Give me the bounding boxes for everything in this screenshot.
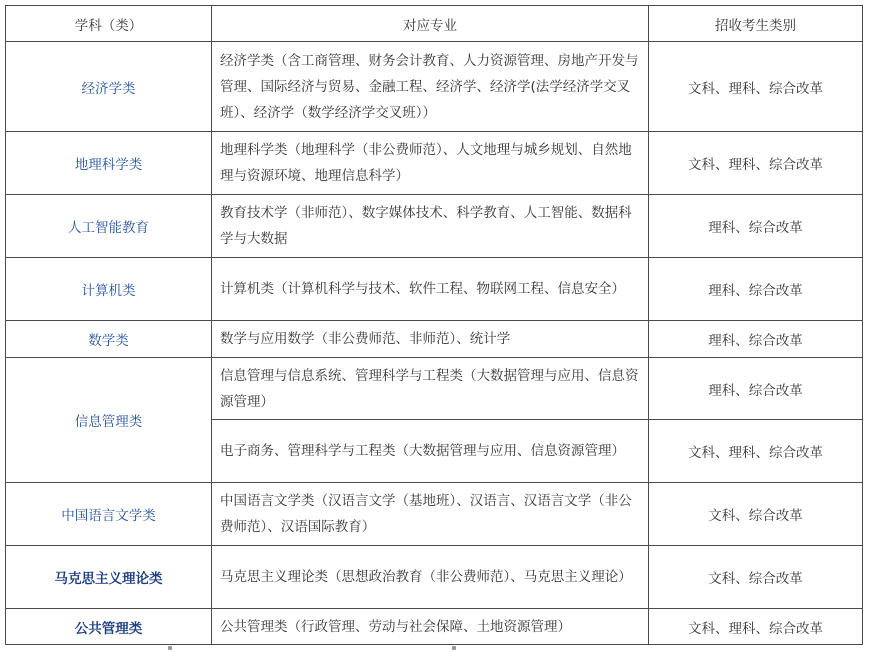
table-row [6,258,863,321]
category-cell: 信息管理类 [6,358,212,483]
table-row [6,321,863,358]
type-cell: 文科、综合改革 [649,483,863,546]
category-cell: 马克思主义理论类 [6,546,212,609]
table-row [6,609,863,645]
type-cell: 理科、综合改革 [649,321,863,358]
type-cell: 文科、综合改革 [649,546,863,609]
major-table [5,5,863,645]
major-cell: 地理科学类（地理科学（非公费师范）、人文地理与城乡规划、自然地理与资源环境、地理信息科学） [212,132,649,195]
table-row [6,132,863,195]
type-cell: 文科、理科、综合改革 [649,42,863,132]
type-cell: 文科、理科、综合改革 [649,420,863,483]
major-cell: 马克思主义理论类（思想政治教育（非公费师范）、马克思主义理论） [212,546,649,609]
category-cell: 公共管理类 [6,609,212,645]
major-cell: 教育技术学（非师范）、数字媒体技术、科学教育、人工智能、数据科学与大数据 [212,195,649,258]
category-cell: 人工智能教育 [6,195,212,258]
type-cell: 理科、综合改革 [649,358,863,420]
category-cell: 数学类 [6,321,212,358]
header-category: 学科（类） [6,6,212,42]
table-row [6,546,863,609]
category-cell: 计算机类 [6,258,212,321]
major-cell: 数学与应用数学（非公费师范、非师范）、统计学 [212,321,649,358]
table-row [6,42,863,132]
major-cell: 公共管理类（行政管理、劳动与社会保障、土地资源管理） [212,609,649,645]
major-cell: 电子商务、管理科学与工程类（大数据管理与应用、信息资源管理） [212,420,649,483]
header-row [6,6,863,42]
table-row [6,483,863,546]
major-cell: 中国语言文学类（汉语言文学（基地班）、汉语言、汉语言文学（非公费师范）、汉语国际教育） [212,483,649,546]
type-cell: 理科、综合改革 [649,195,863,258]
cut-off-text-fragment [160,646,460,652]
header-type: 招收考生类别 [649,6,863,42]
category-cell: 地理科学类 [6,132,212,195]
type-cell: 理科、综合改革 [649,258,863,321]
category-cell: 经济学类 [6,42,212,132]
header-major: 对应专业 [212,6,649,42]
category-cell: 中国语言文学类 [6,483,212,546]
table-row [6,358,863,420]
major-cell: 计算机类（计算机科学与技术、软件工程、物联网工程、信息安全） [212,258,649,321]
table-row [6,195,863,258]
type-cell: 文科、理科、综合改革 [649,609,863,645]
major-cell: 经济学类（含工商管理、财务会计教育、人力资源管理、房地产开发与管理、国际经济与贸易、金融工程、经济学、经济学(法学经济学交叉班）、经济学（数学经济学交叉班）） [212,42,649,132]
type-cell: 文科、理科、综合改革 [649,132,863,195]
major-cell: 信息管理与信息系统、管理科学与工程类（大数据管理与应用、信息资源管理） [212,358,649,420]
